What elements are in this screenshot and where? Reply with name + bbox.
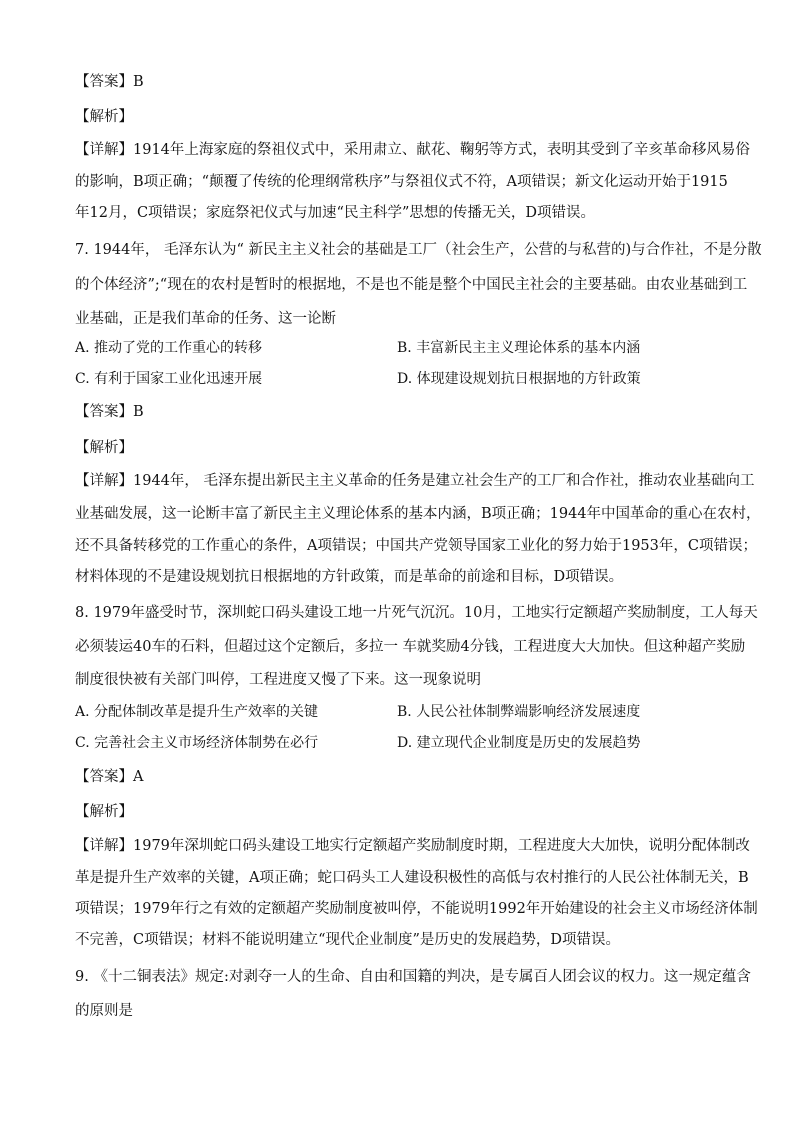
q8-stem-line: 制度很快被有关部门叫停，工程进度又慢了下来。这一现象说明 — [75, 672, 481, 688]
q7-stem-line: 7. 1944年， 毛泽东认为“ 新民主主义社会的基础是工厂（社会生产，公营的与私营的)与合作社，不是分散 — [75, 242, 762, 258]
q9-stem-line: 9. 《十二铜表法》规定:对剥夺一人的生命、自由和国籍的判决，是专属百人团会议的权力。这一规定蕴含 — [75, 969, 751, 985]
q7-detail-line: 材料体现的不是建设规划抗日根据地的方针政策，而是革命的前途和目标，D项错误。 — [75, 569, 624, 585]
q7-stem-line: 业基础，正是我们革命的任务、这一论断 — [75, 311, 336, 327]
q7-option-d: D. 体现建设规划抗日根据地的方针政策 — [397, 371, 641, 387]
q6-detail-line: 年12月，C项错误；家庭祭祀仪式与加速“民主科学”思想的传播无关，D项错误。 — [75, 205, 595, 221]
q8-answer: 【答案】A — [75, 769, 144, 785]
q8-option-b: B. 人民公社体制弊端影响经济发展速度 — [397, 704, 641, 720]
q8-detail-line: 项错误；1979年行之有效的定额超产奖励制度被叫停，不能说明1992年开始建设的社会主义市场经济体制 — [75, 901, 758, 917]
q8-detail-line: 革是提升生产效率的关键，A项正确；蛇口码头工人建设积极性的高低与农村推行的人民公社体制无关，B — [75, 870, 749, 886]
q7-stem-line: 的个体经济”;“现在的农村是暂时的根据地，不是也不能是整个中国民主社会的主要基础。由农业基础到工 — [75, 277, 748, 293]
q7-detail-line: 【详解】1944年， 毛泽东提出新民主主义革命的任务是建立社会生产的工厂和合作社，推动农业基础向工 — [75, 473, 755, 489]
q8-option-a: A. 分配体制改革是提升生产效率的关键 — [75, 704, 319, 720]
q7-detail-line: 还不具备转移党的工作重心的条件，A项错误；中国共产党领导国家工业化的努力始于1953年，C项错误； — [75, 538, 757, 554]
q6-detail-line: 【详解】1914年上海家庭的祭祖仪式中，采用肃立、献花、鞠躬等方式，表明其受到了辛亥革命移风易俗 — [75, 142, 750, 158]
q8-option-d: D. 建立现代企业制度是历史的发展趋势 — [397, 735, 641, 751]
q8-analysis-label: 【解析】 — [75, 804, 133, 820]
q8-option-c: C. 完善社会主义市场经济体制势在必行 — [75, 735, 319, 751]
q8-detail-line: 【详解】1979年深圳蛇口码头建设工地实行定额超产奖励制度时期，工程进度大大加快，说明分配体制改 — [75, 838, 750, 854]
q8-stem-line: 必须装运40车的石料，但超过这个定额后，多拉一 车就奖励4分钱，工程进度大大加快。但这种超产奖励 — [75, 639, 746, 655]
q8-stem-line: 8. 1979年盛受时节，深圳蛇口码头建设工地一片死气沉沉。10月，工地实行定额超产奖励制度，工人每天 — [75, 605, 758, 621]
q7-option-b: B. 丰富新民主主义理论体系的基本内涵 — [397, 340, 641, 356]
q8-detail-line: 不完善，C项错误；材料不能说明建立“现代企业制度”是历史的发展趋势，D项错误。 — [75, 932, 621, 948]
q6-answer: 【答案】B — [75, 74, 144, 90]
q7-analysis-label: 【解析】 — [75, 440, 133, 456]
q7-answer: 【答案】B — [75, 404, 144, 420]
q7-detail-line: 业基础发展，这一论断丰富了新民主主义理论体系的基本内涵，B项正确；1944年中国革命的重心在农村， — [75, 506, 761, 522]
q6-analysis-label: 【解析】 — [75, 109, 133, 125]
q7-option-a: A. 推动了党的工作重心的转移 — [75, 340, 263, 356]
q7-option-c: C. 有利于国家工业化迅速开展 — [75, 371, 263, 387]
q9-stem-line: 的原则是 — [75, 1003, 133, 1019]
q6-detail-line: 的影响，B项正确；“颠覆了传统的伦理纲常秩序”与祭祖仪式不符，A项错误；新文化运动开始于1915 — [75, 174, 728, 190]
